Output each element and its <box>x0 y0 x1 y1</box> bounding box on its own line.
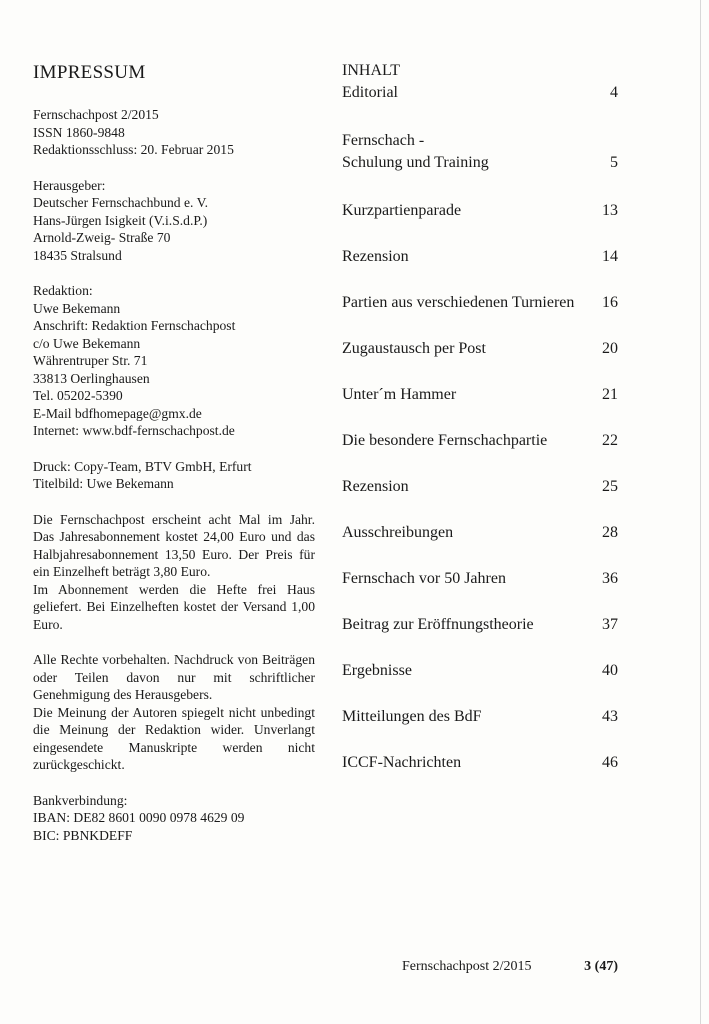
contents-item-page: 20 <box>602 340 618 357</box>
page-edge-line <box>700 0 701 1024</box>
contents-item-page: 16 <box>602 294 618 311</box>
bank-label: Bankverbindung: <box>33 792 128 808</box>
contents-item-title-text: Editorial <box>342 84 398 101</box>
disclaimer-text: Die Meinung der Autoren spiegelt nicht unbedingt die Meinung der Redaktion wider. Unverlangt eingesendete Manuskripte werden nicht zurückgeschickt. <box>33 704 315 772</box>
contents-item <box>342 614 618 636</box>
rights-text: Alle Rechte vorbehalten. Nachdruck von Beiträgen oder Teilen davon nur mit schriftlicher Genehmigung des Herausgebers. <box>33 652 315 702</box>
contents-item <box>342 82 618 104</box>
subscription-text: Die Fernschachpost erscheint acht Mal im Jahr. Das Jahresabonnement kostet 24,00 Euro und das Halbjahresabonnement 13,50 Euro. Der Preis für ein Einzelheft beträgt 3,80 Euro. <box>33 511 315 579</box>
issue-info-block <box>33 106 315 159</box>
contents-item <box>342 706 618 728</box>
contents-item <box>342 660 618 682</box>
contents-item <box>342 476 618 498</box>
print-block <box>33 458 315 493</box>
contents-item-page: 21 <box>602 386 618 403</box>
editorial-street: Währentruper Str. 71 <box>33 353 148 368</box>
contents-item-title-text: Ausschreibungen <box>342 524 454 541</box>
contents-item-title-text: Rezension <box>342 478 409 495</box>
issn: ISSN 1860-9848 <box>33 124 125 140</box>
editorial-city: 33813 Oerlinghausen <box>33 370 150 386</box>
editorial-email: E-Mail bdfhomepage@gmx.de <box>33 405 202 421</box>
contents-item <box>342 246 618 268</box>
contents-item <box>342 338 618 360</box>
publisher-city: 18435 Stralsund <box>33 247 122 263</box>
contents-item-page: 22 <box>602 432 618 449</box>
editorial-address-label: Anschrift: Redaktion Fernschachpost <box>33 318 236 333</box>
contents-title: INHALT <box>342 62 401 79</box>
contents-item <box>342 522 618 544</box>
contents-item-title-text: Unter´m Hammer <box>342 386 457 403</box>
contents-item <box>342 130 618 174</box>
cover-photo-credit: Titelbild: Uwe Bekemann <box>33 476 174 491</box>
iban: IBAN: DE82 8601 0090 0978 4629 09 <box>33 810 245 825</box>
contents-item-title <box>342 292 574 314</box>
publisher-block <box>33 177 315 265</box>
rights-block <box>33 651 315 774</box>
contents-item <box>342 752 618 774</box>
contents-item-title <box>342 82 398 104</box>
publisher-label: Herausgeber: <box>33 177 106 193</box>
publisher-street: Arnold-Zweig- Straße 70 <box>33 230 171 245</box>
contents-item-page: 28 <box>602 524 618 541</box>
impressum-column <box>33 62 315 862</box>
subscription-block <box>33 511 315 634</box>
contents-item <box>342 292 618 314</box>
editorial-co: c/o Uwe Bekemann <box>33 335 141 351</box>
contents-item <box>342 384 618 406</box>
editorial-label: Redaktion: <box>33 283 93 298</box>
contents-item-title-text: Mitteilungen des BdF <box>342 708 482 725</box>
contents-item-page: 37 <box>602 616 618 633</box>
printer: Druck: Copy-Team, BTV GmbH, Erfurt <box>33 458 252 474</box>
publisher-name: Deutscher Fernschachbund e. V. <box>33 195 209 210</box>
contents-item-title <box>342 384 456 406</box>
contents-item-title-text: Zugaustausch per Post <box>342 340 486 357</box>
contents-item-page: 46 <box>602 754 618 771</box>
contents-item-title <box>342 706 482 728</box>
editorial-website: Internet: www.bdf-fernschachpost.de <box>33 423 235 438</box>
contents-item-pretitle: Fernschach - <box>342 132 425 149</box>
contents-item-title <box>342 476 409 498</box>
contents-item-title-text: Die besondere Fernschachpartie <box>342 432 548 449</box>
publisher-person: Hans-Jürgen Isigkeit (V.i.S.d.P.) <box>33 212 208 228</box>
contents-item <box>342 430 618 452</box>
contents-item-page: 5 <box>610 154 618 171</box>
editorial-deadline: Redaktionsschluss: 20. Februar 2015 <box>33 142 234 157</box>
contents-item-title <box>342 430 547 452</box>
contents-item-page: 14 <box>602 248 618 265</box>
editorial-phone: Tel. 05202-5390 <box>33 388 123 403</box>
contents-item-title <box>342 568 506 590</box>
contents-item-title-text: ICCF-Nachrichten <box>342 754 462 771</box>
contents-item-title-text: Fernschach vor 50 Jahren <box>342 570 506 587</box>
contents-item-title <box>342 522 453 544</box>
contents-item-title <box>342 752 461 774</box>
contents-item <box>342 568 618 590</box>
contents-list <box>342 82 618 774</box>
editorial-block <box>33 282 315 440</box>
contents-item-title <box>342 614 534 636</box>
contents-item-title-text: Partien aus verschiedenen Turnieren <box>342 294 575 311</box>
contents-item-page: 36 <box>602 570 618 587</box>
contents-item-title <box>342 130 489 174</box>
editor-name: Uwe Bekemann <box>33 300 121 316</box>
contents-item-page: 40 <box>602 662 618 679</box>
contents-item-title-text: Rezension <box>342 248 409 265</box>
bank-block <box>33 792 315 845</box>
issue-name: Fernschachpost 2/2015 <box>33 107 159 122</box>
contents-column <box>342 60 618 774</box>
contents-item <box>342 200 618 222</box>
contents-item-title <box>342 660 412 682</box>
contents-item-title <box>342 338 486 360</box>
page-footer <box>402 959 618 975</box>
contents-item-title-text: Beitrag zur Eröffnungstheorie <box>342 616 534 633</box>
contents-item-page: 4 <box>610 84 618 101</box>
contents-item-title-text: Ergebnisse <box>342 662 412 679</box>
impressum-title: IMPRESSUM <box>33 62 146 83</box>
shipping-text: Im Abonnement werden die Hefte frei Haus geliefert. Bei Einzelheften kostet der Versand 1,00 Euro. <box>33 581 315 632</box>
contents-item-title <box>342 200 461 222</box>
contents-item-title-text: Schulung und Training <box>342 154 489 171</box>
contents-item-page: 13 <box>602 202 618 219</box>
contents-item-page: 25 <box>602 478 618 495</box>
contents-item-title <box>342 246 409 268</box>
contents-item-title-text: Kurzpartienparade <box>342 202 462 219</box>
footer-page-number: 3 (47) <box>584 959 618 974</box>
contents-item-page: 43 <box>602 708 618 725</box>
bic: BIC: PBNKDEFF <box>33 827 133 843</box>
footer-publication: Fernschachpost 2/2015 <box>402 959 532 974</box>
